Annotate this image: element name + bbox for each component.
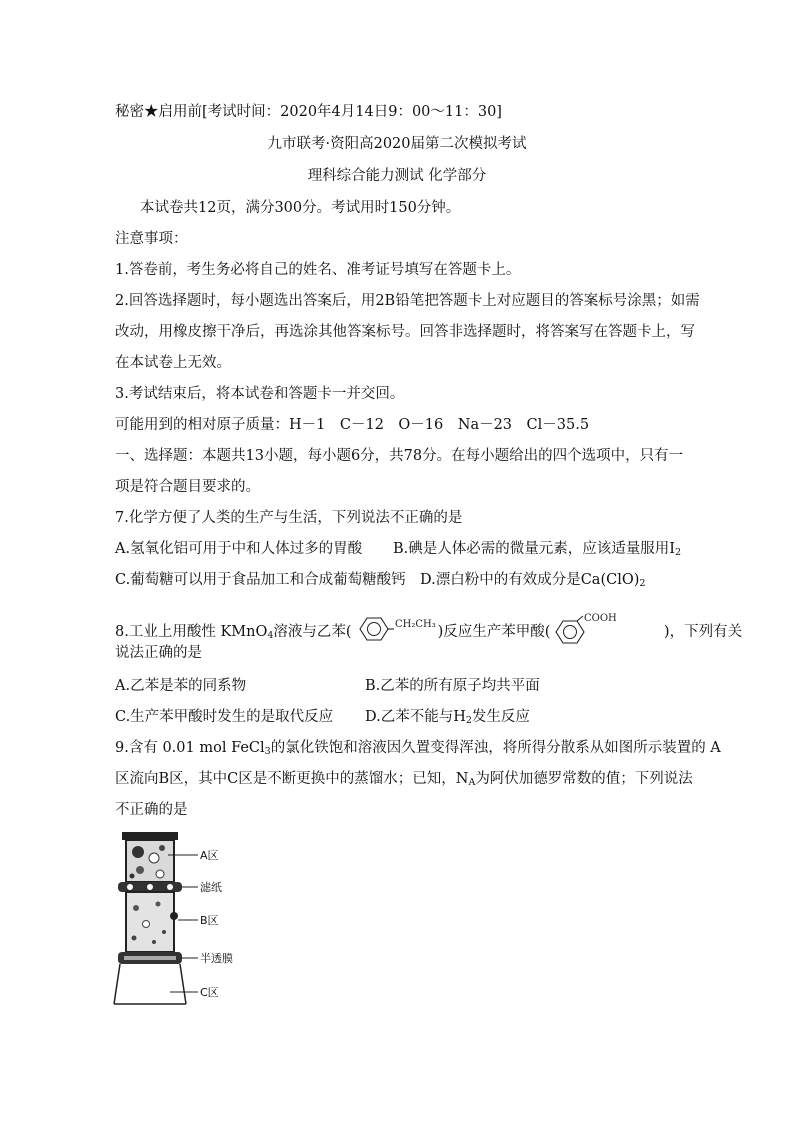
- exam-title: 九市联考·资阳高2020届第二次模拟考试: [267, 136, 527, 152]
- atomic-mass: 可能用到的相对原子质量：H－1 C－12 O－16 Na－23 Cl－35.5: [115, 417, 590, 433]
- label-membrane: 半透膜: [200, 952, 233, 965]
- ethylbenzene-structure: [352, 614, 438, 650]
- note-2-line-2: 改动，用橡皮擦干净后，再选涂其他答案标号。回答非选择题时，将答案写在答题卡上，写: [115, 324, 695, 340]
- q9-stem-line-1: 9.含有 0.01 mol FeCl$_3$的氯化铁饱和溶液因久置变得浑浊，将所得分散系从如图所示装置的 A: [115, 740, 721, 757]
- svg-text:CH₂CH₃: CH₂CH₃: [394, 619, 436, 630]
- note-1: 1.答卷前，考生务必将自己的姓名、准考证号填写在答题卡上。: [115, 262, 521, 278]
- label-filter: 滤纸: [200, 881, 222, 894]
- q7-option-c: C.葡萄糖可以用于食品加工和合成葡萄糖酸钙: [115, 572, 406, 588]
- q8-option-d: D.乙苯不能与$H_2$发生反应: [365, 709, 530, 726]
- note-3: 3.考试结束后，将本试卷和答题卡一并交回。: [115, 386, 405, 402]
- note-2-line-3: 在本试卷上无效。: [115, 355, 231, 371]
- q7-stem: 7.化学方便了人类的生产与生活，下列说法不正确的是: [115, 510, 463, 526]
- exam-subtitle: 理科综合能力测试 化学部分: [307, 168, 487, 184]
- q8-stem: 8.工业上用酸性 KMnO$_4$溶液与乙苯( CH₂CH₃ )反应生产苯甲酸( COOH )，下列有关: [115, 612, 742, 652]
- label-a-zone: A区: [200, 849, 219, 862]
- q7-option-d: D.漂白粉中的有效成分是$Ca(ClO)_2$: [420, 572, 646, 589]
- q7-option-b: B.碘是人体必需的微量元素，应该适量服用$I_2$: [393, 541, 682, 558]
- q9-stem-line-2: 区流向B区，其中C区是不断更换中的蒸馏水；已知，$N_A$为阿伏加德罗常数的值；下列说法: [115, 771, 693, 788]
- label-b-zone: B区: [200, 914, 219, 927]
- q8-option-b: B.乙苯的所有原子均共平面: [365, 678, 540, 694]
- section-heading-line-1: 一、选择题：本题共13小题，每小题6分，共78分。在每小题给出的四个选项中，只有一: [115, 448, 684, 464]
- label-c-zone: C区: [200, 986, 219, 999]
- paper-info: 本试卷共12页，满分300分。考试用时150分钟。: [140, 200, 461, 216]
- q8-stem-line-2: 说法正确的是: [115, 645, 202, 661]
- secret-line: 秘密★启用前[考试时间：2020年4月14日9：00～11：30]: [115, 104, 502, 120]
- q7-option-a: A.氢氧化铝可用于中和人体过多的胃酸: [115, 541, 363, 557]
- section-heading-line-2: 项是符合题目要求的。: [115, 479, 260, 495]
- q9-stem-line-3: 不正确的是: [115, 802, 188, 818]
- benzoic-acid-structure: [550, 612, 620, 652]
- note-2-line-1: 2.回答选择题时，每小题选出答案后，用2B铅笔把答题卡上对应题目的答案标号涂黑；如需: [115, 293, 700, 309]
- q8-option-c: C.生产苯甲酸时发生的是取代反应: [115, 709, 334, 725]
- notes-heading: 注意事项：: [115, 231, 188, 247]
- q8-option-a: A.乙苯是苯的同系物: [115, 678, 247, 694]
- dialysis-apparatus-figure: [110, 828, 290, 1008]
- svg-text:COOH: COOH: [584, 613, 618, 624]
